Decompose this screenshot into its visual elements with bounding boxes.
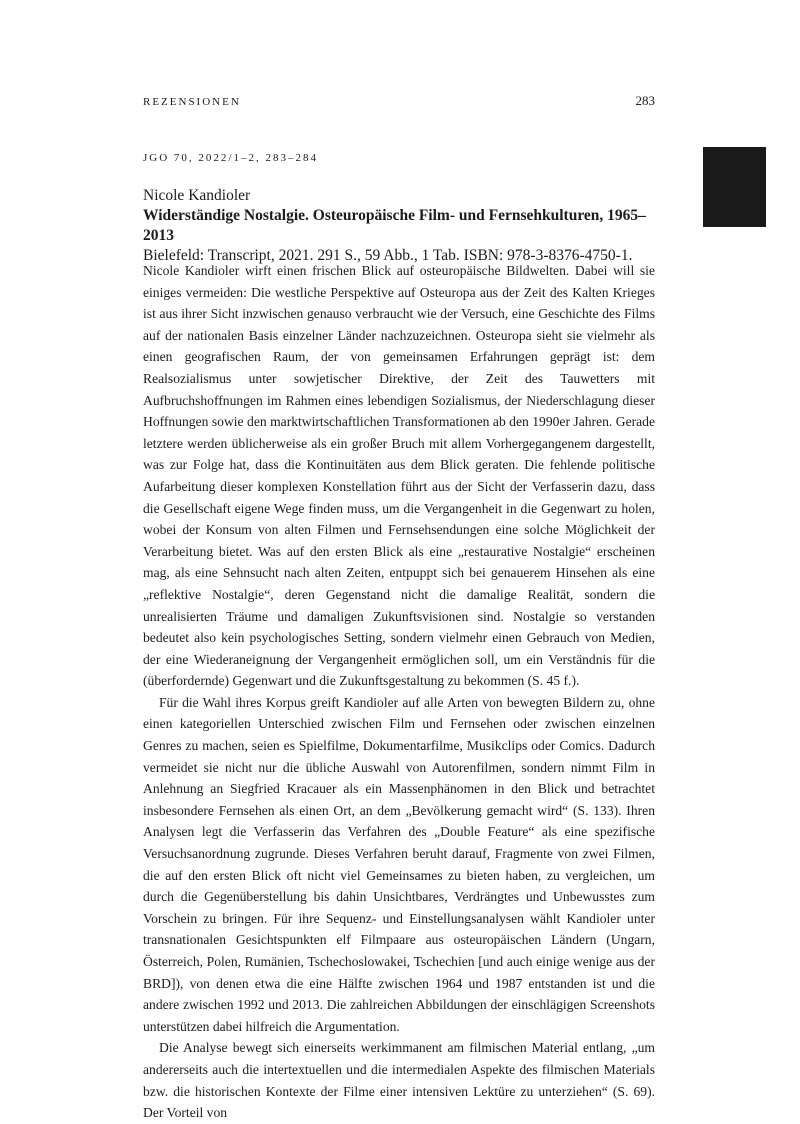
page-number: 283 <box>635 93 655 108</box>
book-author: Nicole Kandioler <box>143 187 251 204</box>
publication-info: Bielefeld: Transcript, 2021. 291 S., 59 Abb., 1 Tab. ISBN: 978-3-8376-4750-1. <box>143 247 633 264</box>
review-header <box>143 186 673 266</box>
body-paragraph: Die Analyse bewegt sich einerseits werkimmanent am filmischen Material entlang, „um andererseits auch die intertextuellen und die intermedialen Aspekte des filmischen Materials bzw. die historischen Kontexte der Filme einer intensiven Lektüre zu unterziehen“ (S. 69). Der Vorteil von <box>143 1040 655 1121</box>
review-body <box>143 260 655 1124</box>
body-paragraph: Nicole Kandioler wirft einen frischen Blick auf osteuropäische Bildwelten. Dabei will sie einiges vermeiden: Die westliche Perspektive auf Osteuropa aus der Zeit des Kalten Krieges ist aus ihrer Sicht inzwischen genauso verbraucht wie der Versuch, eine Geschichte des Films auf der nationalen Basis einzelner Länder nachzuzeichnen. Osteuropa sieht sie vielmehr als einen geografischen Raum, der von gemeinsamen Erfahrungen geprägt ist: dem Realsozialismus unter sowjetischer Direktive, der Zeit des Tauwetters mit Aufbruchshoffnungen im Rahmen eines lebendigen Sozialismus, der Niederschlagung dieser Hoffnungen sowie den marktwirtschaftlichen Transformationen ab den 1990er Jahren. Gerade letztere werden üblicherweise als ein großer Bruch mit allem Vorhergegangenem dargestellt, was zur Folge hat, dass die Kontinuitäten aus dem Blick geraten. Die fehlende politische Aufarbeitung dieser komplexen Konstellation führt aus der Sicht der Verfasserin dazu, dass die Gesellschaft eigene Wege finden muss, um die Vergangenheit in die Gegenwart zu holen, wobei der Konsum von alten Filmen und Fernsehsendungen eine solche Möglichkeit der Verarbeitung bietet. Was auf den ersten Blick als eine „restaurative Nostalgie“ erscheinen mag, als eine Sehnsucht nach alten Zeiten, entpuppt sich bei genauerem Hinsehen als eine „reflektive Nostalgie“, deren Gegenstand nicht die damalige Realität, sondern die unrealisierten Träume und damaligen Zukunftsvisionen sind. Nostalgie so verstanden bedeutet also kein psychologisches Setting, sondern vielmehr einen Gebrauch von Medien, der eine Wiederaneignung der Vergangenheit ermöglichen soll, um ein Verständnis für die (überfordernde) Gegenwart und die Zukunftsgestaltung zu bekommen (S. 45 f.). <box>143 263 655 689</box>
thumb-index-tab <box>703 147 766 227</box>
body-paragraph: Für die Wahl ihres Korpus greift Kandioler auf alle Arten von bewegten Bildern zu, ohne einen kategoriellen Unterschied zwischen Film und Fernsehen oder zwischen einzelnen Genres zu machen, seien es Spielfilme, Dokumentarfilme, Musikclips oder Comics. Dadurch vermeidet sie nicht nur die übliche Auswahl von Autorenfilmen, sondern nimmt Film in Anlehnung an Siegfried Kracauer als ein Massenphänomen in den Blick und betrachtet insbesondere Fernsehen als einen Ort, an dem „Bevölkerung gemacht wird“ (S. 133). Ihren Analysen legt die Verfasserin das Verfahren des „Double Feature“ als eine spezifische Versuchsanordnung zugrunde. Dieses Verfahren beruht darauf, Fragmente von zwei Filmen, die auf den ersten Blick oft nicht viel Gemeinsames zu bieten haben, zu vergleichen, um durch die Gegenüberstellung bis dahin Unsichtbares, Verdrängtes und Unbewusstes zum Vorschein zu bringen. Für ihre Sequenz- und Einstellungsanalysen wählt Kandioler unter transnationalen Gesichtspunkten elf Filmpaare aus osteuropäischen Ländern (Ungarn, Österreich, Polen, Rumänien, Tschechoslowakei, Tschechien [und auch einige wenige aus der BRD]), von denen etwa die eine Hälfte zwischen 1964 und 1987 entstanden ist und die andere zwischen 1992 und 2013. Die zahlreichen Abbildungen der einschlägigen Screenshots unterstützen dabei hilfreich die Argumentation. <box>143 694 655 1034</box>
journal-reference: JGO 70, 2022/1–2, 283–284 <box>143 152 318 164</box>
book-title: Widerständige Nostalgie. Osteuropäische Film- und Fernsehkulturen, 1965–2013 <box>143 207 646 244</box>
section-label: REZENSIONEN <box>143 96 241 108</box>
running-head <box>143 93 655 109</box>
